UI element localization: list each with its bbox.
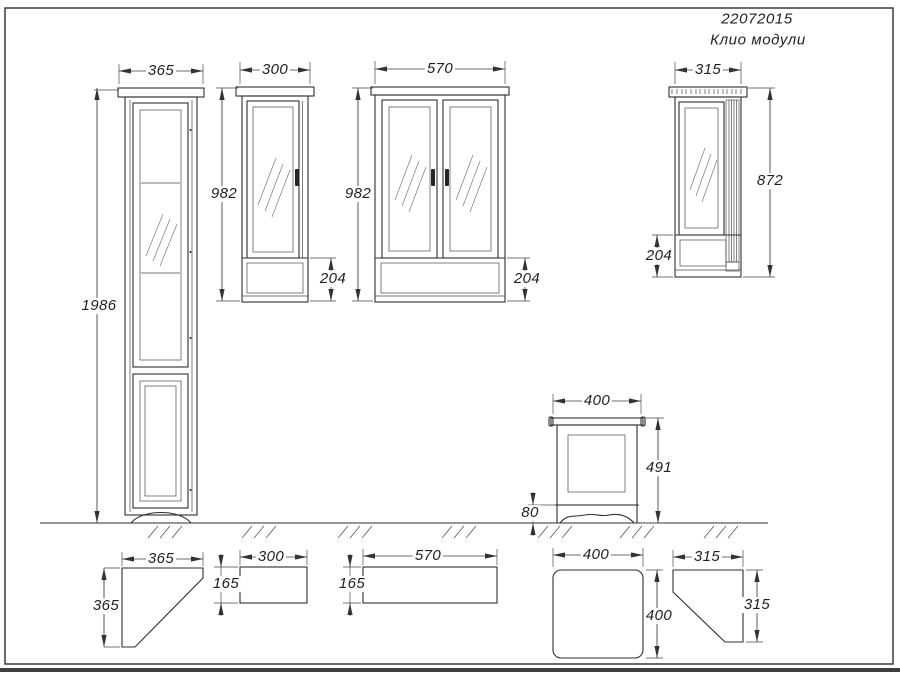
dim-plan-tall-depth: 365 (92, 597, 120, 615)
dim-c315-width: 315 (694, 61, 722, 79)
title-project-name: Клио модули (710, 31, 806, 49)
dim-plan-c315-width: 315 (693, 548, 721, 566)
dim-plan-c570-width: 570 (414, 547, 442, 565)
dim-plan-c570-depth: 165 (338, 575, 366, 593)
dim-tall-height: 1986 (81, 297, 117, 315)
dim-plan-bench-width: 400 (582, 546, 610, 564)
elevation-tall-cabinet (94, 64, 204, 523)
dim-c315-height: 872 (756, 172, 784, 190)
dim-tall-width: 365 (147, 62, 175, 80)
sheet-bottom-edge (0, 668, 900, 672)
dim-bench-plinth: 80 (521, 504, 539, 522)
ground-line (40, 523, 768, 538)
dim-c570-width: 570 (426, 60, 454, 78)
sheet-border (5, 8, 893, 664)
elevation-corner-cabinet-315 (652, 62, 775, 277)
dim-c300-width: 300 (261, 61, 289, 79)
dim-plan-tall-width: 365 (147, 550, 175, 568)
dim-plan-c315-depth: 315 (743, 596, 771, 614)
dim-plan-c300-depth: 165 (212, 575, 240, 593)
elevation-cabinet-300 (216, 62, 336, 302)
dim-bench-width: 400 (583, 392, 611, 410)
plan-bench-400 (553, 548, 663, 658)
dim-c315-base: 204 (645, 247, 673, 265)
dim-c570-base: 204 (513, 270, 541, 288)
dim-c300-base: 204 (319, 270, 347, 288)
title-order-number: 22072015 (721, 10, 793, 28)
dim-bench-height: 491 (645, 459, 673, 477)
dim-plan-bench-depth: 400 (645, 607, 673, 625)
dim-plan-c300-width: 300 (257, 548, 285, 566)
dim-c300-height: 982 (210, 185, 238, 203)
dim-c570-height: 982 (344, 185, 372, 203)
elevation-cabinet-570 (352, 61, 530, 302)
